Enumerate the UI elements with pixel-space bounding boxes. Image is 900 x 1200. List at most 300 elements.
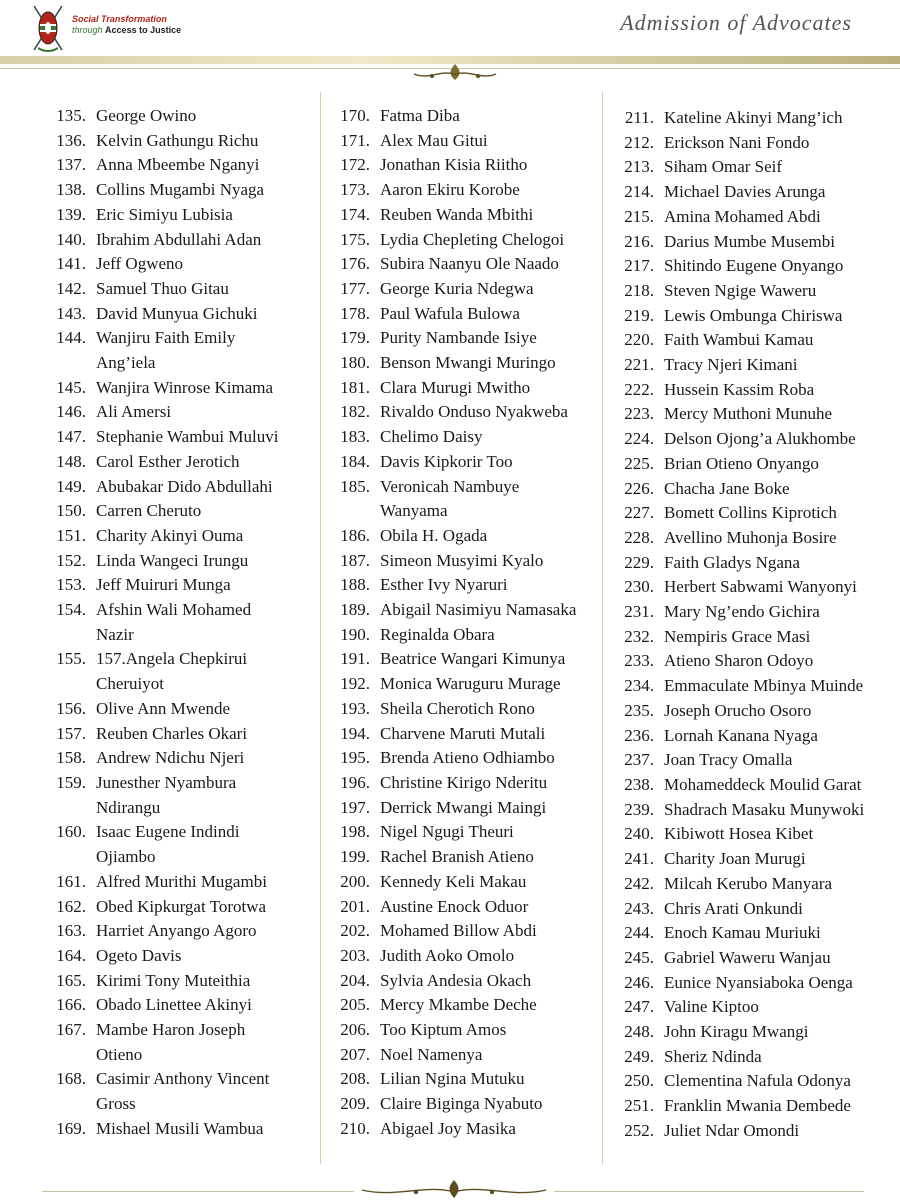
entry-number: 245. <box>624 947 654 967</box>
advocate-name: Mohameddeck Moulid Garat <box>664 774 862 794</box>
entry-number: 140. <box>56 229 86 249</box>
advocate-name: Alex Mau Gitui <box>380 130 488 150</box>
advocate-name: Chris Arati Onkundi <box>664 898 803 918</box>
advocate-name: Claire Biginga Nyabuto <box>380 1094 543 1114</box>
list-item <box>610 551 864 576</box>
entry-number: 193. <box>340 698 370 718</box>
list-item <box>326 672 576 697</box>
advocate-name: Jeff Muiruri Munga <box>96 575 231 595</box>
entry-number: 209. <box>340 1094 370 1114</box>
entry-number <box>42 672 96 697</box>
entry-number: 218. <box>624 280 654 300</box>
advocate-name: Reginalda Obara <box>380 624 495 644</box>
advocate-name: Monica Waruguru Murage <box>380 674 561 694</box>
list-item <box>610 724 864 749</box>
list-item <box>610 328 864 353</box>
advocate-name: Chacha Jane Boke <box>664 478 790 498</box>
list-item <box>42 450 278 475</box>
entry-number: 183. <box>340 427 370 447</box>
advocate-name: Cheruiyot <box>96 674 164 694</box>
entry-number: 240. <box>624 824 654 844</box>
advocate-name: Bomett Collins Kiprotich <box>664 503 837 523</box>
entry-number: 250. <box>624 1071 654 1091</box>
list-item <box>610 304 864 329</box>
entry-number: 176. <box>340 254 370 274</box>
entry-number: 137. <box>56 155 86 175</box>
advocate-name: Ibrahim Abdullahi Adan <box>96 229 262 249</box>
entry-number: 169. <box>56 1118 86 1138</box>
list-item <box>326 1067 576 1092</box>
advocate-name: Linda Wangeci Irungu <box>96 550 249 570</box>
entry-number: 191. <box>340 649 370 669</box>
list-item <box>326 845 576 870</box>
entry-number: 252. <box>624 1120 654 1140</box>
entry-number: 205. <box>340 995 370 1015</box>
entry-number: 238. <box>624 774 654 794</box>
advocate-name: Mohamed Billow Abdi <box>380 921 537 941</box>
entry-number: 216. <box>624 231 654 251</box>
list-item <box>42 919 278 944</box>
advocate-name: Darius Mumbe Musembi <box>664 231 835 251</box>
list-item <box>610 131 864 156</box>
tagline-line1: Social Transformation <box>72 14 167 24</box>
list-item <box>610 649 864 674</box>
entry-number <box>42 1043 96 1068</box>
entry-number: 204. <box>340 970 370 990</box>
entry-number: 219. <box>624 305 654 325</box>
advocate-name: Steven Ngige Waweru <box>664 280 817 300</box>
advocate-name: Collins Mugambi Nyaga <box>96 180 265 200</box>
list-item <box>610 897 864 922</box>
entry-number: 163. <box>56 921 86 941</box>
entry-number: 227. <box>624 503 654 523</box>
list-item <box>326 1018 576 1043</box>
entry-number: 233. <box>624 651 654 671</box>
advocate-name: Abigail Nasimiyu Namasaka <box>380 600 577 620</box>
advocate-name: Junesther Nyambura <box>96 772 237 792</box>
list-item <box>326 475 576 500</box>
entry-number: 159. <box>56 772 86 792</box>
advocate-name: Samuel Thuo Gitau <box>96 278 229 298</box>
advocate-name: Clementina Nafula Odonya <box>664 1071 851 1091</box>
list-item <box>610 402 864 427</box>
tagline-through: through <box>72 25 103 35</box>
list-item <box>326 598 576 623</box>
list-item <box>610 625 864 650</box>
list-item <box>610 921 864 946</box>
list-item <box>326 993 576 1018</box>
list-item <box>42 351 278 376</box>
advocate-name: Michael Davies Arunga <box>664 182 826 202</box>
advocate-name: Lewis Ombunga Chiriswa <box>664 305 843 325</box>
footer-rule <box>554 1191 864 1192</box>
list-item <box>42 845 278 870</box>
list-item <box>42 672 278 697</box>
advocate-name: Isaac Eugene Indindi <box>96 822 240 842</box>
list-item <box>610 575 864 600</box>
entry-number: 152. <box>56 550 86 570</box>
entry-number: 175. <box>340 229 370 249</box>
entry-number: 217. <box>624 256 654 276</box>
list-item <box>610 180 864 205</box>
advocate-name: Ndirangu <box>96 797 161 817</box>
list-item <box>42 944 278 969</box>
advocate-name: Judith Aoko Omolo <box>380 945 515 965</box>
entry-number: 151. <box>56 525 86 545</box>
advocate-name: Anna Mbeembe Nganyi <box>96 155 260 175</box>
advocate-name: Brenda Atieno Odhiambo <box>380 748 555 768</box>
entry-number: 232. <box>624 626 654 646</box>
advocate-name: Noel Namenya <box>380 1044 483 1064</box>
list-item <box>326 277 576 302</box>
entry-number: 171. <box>340 130 370 150</box>
entry-number: 168. <box>56 1069 86 1089</box>
entry-number: 225. <box>624 453 654 473</box>
list-item <box>326 203 576 228</box>
entry-number: 144. <box>56 328 86 348</box>
advocate-name: Kateline Akinyi Mang’ich <box>664 108 843 127</box>
entry-number: 201. <box>340 896 370 916</box>
advocate-name: Juliet Ndar Omondi <box>664 1120 800 1140</box>
entry-number: 174. <box>340 204 370 224</box>
list-item <box>326 647 576 672</box>
entry-number: 157. <box>56 723 86 743</box>
entry-number: 179. <box>340 328 370 348</box>
entry-number: 207. <box>340 1044 370 1064</box>
entry-number: 243. <box>624 898 654 918</box>
entry-number: 143. <box>56 303 86 323</box>
list-item <box>42 203 278 228</box>
list-item <box>326 499 576 524</box>
advocate-name: Brian Otieno Onyango <box>664 453 819 473</box>
list-item <box>610 427 864 452</box>
advocate-name: Afshin Wali Mohamed <box>96 600 252 620</box>
entry-number <box>42 845 96 870</box>
advocate-name: Kirimi Tony Muteithia <box>96 970 251 990</box>
advocate-name: Charity Joan Murugi <box>664 849 806 869</box>
advocate-name: Shitindo Eugene Onyango <box>664 256 844 276</box>
advocate-name: Olive Ann Mwende <box>96 698 231 718</box>
advocate-name: Enoch Kamau Muriuki <box>664 923 821 943</box>
advocate-name: Beatrice Wangari Kimunya <box>380 649 566 669</box>
entry-number <box>42 623 96 648</box>
list-item <box>326 919 576 944</box>
list-item <box>326 425 576 450</box>
list-item <box>42 1043 278 1068</box>
advocate-name: Gross <box>96 1094 136 1114</box>
advocate-name: Paul Wafula Bulowa <box>380 303 520 323</box>
advocate-name: Wanjiru Faith Emily <box>96 328 236 348</box>
advocate-name: 157.Angela Chepkirui <box>96 649 248 669</box>
advocate-name: Amina Mohamed Abdi <box>664 206 821 226</box>
entry-number: 249. <box>624 1046 654 1066</box>
list-item <box>326 820 576 845</box>
entry-number: 251. <box>624 1096 654 1116</box>
entry-number: 214. <box>624 182 654 202</box>
entry-number: 244. <box>624 923 654 943</box>
advocate-name: Milcah Kerubo Manyara <box>664 873 833 893</box>
list-item <box>326 746 576 771</box>
advocate-name: Nigel Ngugi Theuri <box>380 822 514 842</box>
advocate-name: Abubakar Dido Abdullahi <box>96 476 273 496</box>
entry-number <box>42 1092 96 1117</box>
advocate-name: Shadrach Masaku Munywoki <box>664 799 865 819</box>
list-item <box>610 748 864 773</box>
advocate-name: Obed Kipkurgat Torotwa <box>96 896 267 916</box>
entry-number: 141. <box>56 254 86 274</box>
advocate-name: Mercy Mkambe Deche <box>380 995 537 1015</box>
list-item <box>326 697 576 722</box>
advocate-name: Joan Tracy Omalla <box>664 750 793 770</box>
entry-number: 215. <box>624 206 654 226</box>
advocate-name: Ali Amersi <box>96 402 172 422</box>
advocate-name: Ang’iela <box>96 353 156 373</box>
entry-number: 177. <box>340 278 370 298</box>
entry-number: 182. <box>340 402 370 422</box>
list-item <box>610 452 864 477</box>
list-item <box>42 475 278 500</box>
entry-number: 170. <box>340 106 370 125</box>
entry-number: 229. <box>624 552 654 572</box>
advocate-name: Christine Kirigo Nderitu <box>380 772 548 792</box>
list-item <box>326 104 576 129</box>
entry-number: 208. <box>340 1069 370 1089</box>
entry-number: 142. <box>56 278 86 298</box>
list-item <box>42 573 278 598</box>
entry-number: 180. <box>340 353 370 373</box>
list-item <box>42 771 278 796</box>
list-item <box>610 600 864 625</box>
entry-number: 154. <box>56 600 86 620</box>
advocate-name: Clara Murugi Mwitho <box>380 377 531 397</box>
entry-number: 147. <box>56 427 86 447</box>
entry-number: 165. <box>56 970 86 990</box>
list-item <box>42 1092 278 1117</box>
list-item <box>326 302 576 327</box>
advocate-name: Casimir Anthony Vincent <box>96 1069 270 1089</box>
advocate-name: Mishael Musili Wambua <box>96 1118 264 1138</box>
advocate-name: Obado Linettee Akinyi <box>96 995 252 1015</box>
advocates-column-1 <box>42 104 278 1142</box>
advocate-name: Gabriel Waweru Wanjau <box>664 947 831 967</box>
entry-number: 185. <box>340 476 370 496</box>
advocate-name: Kibiwott Hosea Kibet <box>664 824 814 844</box>
advocate-name: Charvene Maruti Mutali <box>380 723 546 743</box>
entry-number: 200. <box>340 871 370 891</box>
advocate-name: George Owino <box>96 106 197 125</box>
list-item <box>610 1020 864 1045</box>
advocate-name: Fatma Diba <box>380 106 460 125</box>
list-item <box>42 647 278 672</box>
advocate-name: Avellino Muhonja Bosire <box>664 527 837 547</box>
tagline-rest: Access to Justice <box>105 25 182 35</box>
entry-number: 178. <box>340 303 370 323</box>
list-item <box>610 230 864 255</box>
entry-number: 162. <box>56 896 86 916</box>
entry-number <box>42 351 96 376</box>
footer-rule <box>42 1191 354 1192</box>
advocate-name: Kelvin Gathungu Richu <box>96 130 259 150</box>
list-item <box>42 598 278 623</box>
advocate-name: Lornah Kanana Nyaga <box>664 725 818 745</box>
entry-number: 160. <box>56 822 86 842</box>
list-item <box>610 254 864 279</box>
advocate-name: Charity Akinyi Ouma <box>96 525 244 545</box>
entry-number: 145. <box>56 377 86 397</box>
entry-number: 220. <box>624 330 654 350</box>
advocate-name: Eric Simiyu Lubisia <box>96 204 233 224</box>
entry-number: 135. <box>56 106 86 125</box>
entry-number: 241. <box>624 849 654 869</box>
list-item <box>610 279 864 304</box>
list-item <box>42 326 278 351</box>
entry-number: 212. <box>624 132 654 152</box>
entry-number: 199. <box>340 847 370 867</box>
entry-number: 196. <box>340 772 370 792</box>
advocate-name: Mary Ng’endo Gichira <box>664 602 820 622</box>
advocate-name: Obila H. Ogada <box>380 525 488 545</box>
entry-number: 173. <box>340 180 370 200</box>
advocate-name: Ogeto Davis <box>96 945 182 965</box>
advocate-name: Sheila Cherotich Rono <box>380 698 535 718</box>
advocate-name: Veronicah Nambuye <box>380 476 520 496</box>
list-item <box>326 376 576 401</box>
list-item <box>42 623 278 648</box>
list-item <box>326 870 576 895</box>
list-item <box>42 1018 278 1043</box>
advocate-name: Aaron Ekiru Korobe <box>380 180 520 200</box>
list-item <box>42 969 278 994</box>
list-item <box>326 228 576 253</box>
advocate-name: Mercy Muthoni Munuhe <box>664 404 833 424</box>
advocate-name: David Munyua Gichuki <box>96 303 258 323</box>
list-item <box>326 944 576 969</box>
advocate-name: Lilian Ngina Mutuku <box>380 1069 525 1089</box>
list-item <box>42 524 278 549</box>
list-item <box>42 1117 278 1142</box>
list-item <box>610 699 864 724</box>
list-item <box>326 771 576 796</box>
entry-number: 181. <box>340 377 370 397</box>
list-item <box>610 1045 864 1070</box>
entry-number: 194. <box>340 723 370 743</box>
entry-number: 237. <box>624 750 654 770</box>
list-item <box>42 153 278 178</box>
advocate-name: Too Kiptum Amos <box>380 1020 507 1040</box>
advocate-name: Siham Omar Seif <box>664 157 783 177</box>
list-item <box>326 400 576 425</box>
entry-number: 247. <box>624 997 654 1017</box>
header-ornament-icon <box>410 60 500 86</box>
list-item <box>326 722 576 747</box>
entry-number <box>326 499 380 524</box>
advocate-name: Benson Mwangi Muringo <box>380 353 556 373</box>
entry-number: 139. <box>56 204 86 224</box>
list-item <box>326 1092 576 1117</box>
list-item <box>610 971 864 996</box>
list-item <box>610 674 864 699</box>
entry-number: 226. <box>624 478 654 498</box>
list-item <box>42 746 278 771</box>
advocate-name: Derrick Mwangi Maingi <box>380 797 547 817</box>
list-item <box>42 400 278 425</box>
entry-number: 246. <box>624 972 654 992</box>
list-item <box>326 549 576 574</box>
list-item <box>326 326 576 351</box>
advocate-name: Nempiris Grace Masi <box>664 626 811 646</box>
entry-number: 187. <box>340 550 370 570</box>
entry-number: 234. <box>624 676 654 696</box>
advocate-name: Atieno Sharon Odoyo <box>664 651 814 671</box>
advocate-name: Reuben Wanda Mbithi <box>380 204 534 224</box>
entry-number: 184. <box>340 451 370 471</box>
entry-number: 156. <box>56 698 86 718</box>
list-item <box>326 1043 576 1068</box>
advocate-name: Mambe Haron Joseph <box>96 1020 246 1040</box>
entry-number: 186. <box>340 525 370 545</box>
advocate-name: Eunice Nyansiaboka Oenga <box>664 972 853 992</box>
advocate-name: Andrew Ndichu Njeri <box>96 748 245 768</box>
entry-number: 166. <box>56 995 86 1015</box>
list-item <box>610 1069 864 1094</box>
entry-number <box>42 796 96 821</box>
list-item <box>610 1094 864 1119</box>
entry-number: 213. <box>624 157 654 177</box>
advocate-name: Nazir <box>96 624 134 644</box>
advocate-name: Jeff Ogweno <box>96 254 184 274</box>
advocate-name: Hussein Kassim Roba <box>664 379 815 399</box>
advocate-name: Joseph Orucho Osoro <box>664 700 812 720</box>
list-item <box>326 1117 576 1142</box>
list-item <box>42 277 278 302</box>
list-item <box>326 351 576 376</box>
list-item <box>42 820 278 845</box>
list-item <box>42 302 278 327</box>
advocate-name: Ojiambo <box>96 847 156 867</box>
list-item <box>326 178 576 203</box>
list-item <box>326 129 576 154</box>
advocate-name: Esther Ivy Nyaruri <box>380 575 508 595</box>
entry-number: 203. <box>340 945 370 965</box>
entry-number: 224. <box>624 429 654 449</box>
advocate-name: Davis Kipkorir Too <box>380 451 513 471</box>
advocate-name: Rivaldo Onduso Nyakweba <box>380 402 568 422</box>
advocate-name: Erickson Nani Fondo <box>664 132 810 152</box>
list-item <box>326 252 576 277</box>
judiciary-coat-of-arms-icon <box>30 2 66 54</box>
entry-number: 239. <box>624 799 654 819</box>
advocate-name: Delson Ojong’a Alukhombe <box>664 429 856 449</box>
entry-number: 221. <box>624 355 654 375</box>
column-divider <box>602 92 603 1164</box>
advocate-name: Tracy Njeri Kimani <box>664 355 798 375</box>
list-item <box>610 155 864 180</box>
list-item <box>42 1067 278 1092</box>
entry-number: 138. <box>56 180 86 200</box>
entry-number: 161. <box>56 871 86 891</box>
advocate-name: Wanyama <box>380 501 448 521</box>
list-item <box>42 697 278 722</box>
list-item <box>42 993 278 1018</box>
list-item <box>610 798 864 823</box>
list-item <box>326 969 576 994</box>
advocate-name: George Kuria Ndegwa <box>380 278 534 298</box>
advocate-name: Emmaculate Mbinya Muinde <box>664 676 864 696</box>
list-item <box>326 573 576 598</box>
list-item <box>326 153 576 178</box>
entry-number: 242. <box>624 873 654 893</box>
list-item <box>610 1119 864 1144</box>
